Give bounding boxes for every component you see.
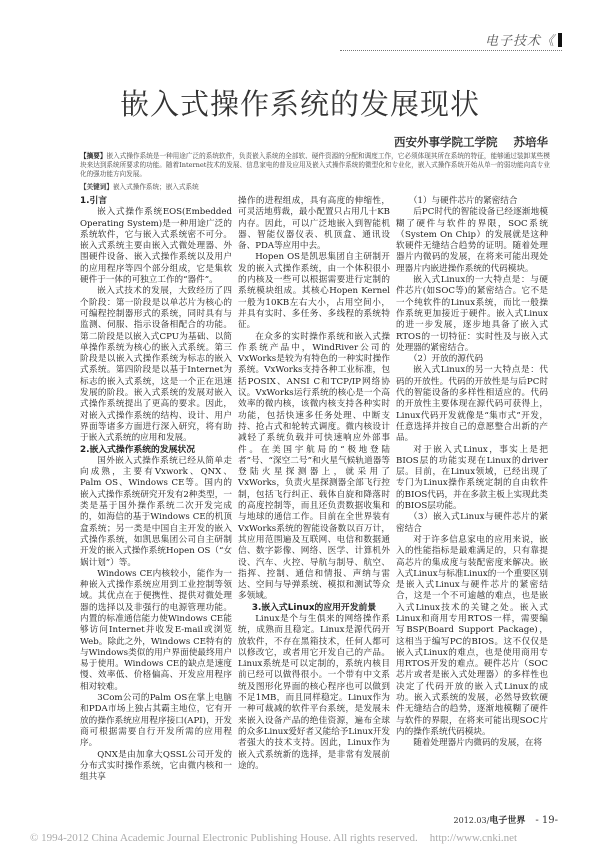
paragraph: 后PC时代的智能设备已经逐渐地模糊了硬件与软件的界限，SOC系统（System On Chip）的发展就是这种软硬件无缝结合趋势的证明。随着处理器片内微码的发展，在将来可能出现处理器片内嵌进操作系统的代码模块。: [396, 207, 548, 274]
header-bar-mark: [558, 33, 562, 47]
paragraph: Windows CE内核较小，能作为一种嵌入式操作系统应用到工业控制等领域。其优点在于便携性、提供对微处理器的选择以及非强行的电源管理功能。内置的标准通信能力使Windows CE能够访问Internet并收发E-mail或浏览Web。除此之外，Windows CE特有的与Windows类似的用户界面使最终用户易于使用。Windows CE的缺点是速度慢、效率低、价格偏高、开发应用程序相对较难。: [80, 568, 232, 692]
paragraph: 3Com公司的Palm OS在掌上电脑和PDA市场上独占其霸主地位，它有开放的操作系统应用程序接口(API)，开发商可根据需要自行开发所需的应用程序。: [80, 693, 232, 749]
paragraph: Hopen OS是凯思集团自主研制开发的嵌入式操作系统，由一个体积很小的内核及一些可以根据需要进行定制的系统模块组成。其核心Hopen Kernel一般为10KB左右大小，占用空间小，并具有实时、多任务、多线程的系统特征。: [238, 252, 390, 331]
paragraph: 在众多的实时操作系统和嵌入式操作系统产品中，WindRiver公司的VxWorks是较为有特色的一种实时操作系统。VxWorks支持各种工业标准，包括POSIX、ANSI C和TCP/IP网络协议。VxWorks运行系统的核心是一个高效率的微内核，该微内核支持各种实时功能，包括快速多任务处理、中断支持、抢占式和轮转式调度。微内核设计减轻了系统负载并可快速响应外部事件。在美国宇航局的“极地登陆者”号、“深空二号”和火星气候轨道器等登陆火星探测器上，就采用了VxWorks，负责火星探测器全部飞行控制，包括飞行纠正、载体自旋和降落时的高度控制等，而且还负责数据收集和与地球的通信工作。目前在全世界装有VxWorks系统的智能设备数以百万计，其应用范围遍及互联网、电信和数据通信、数字影像、网络、医学、计算机外设、汽车、火控、导航与制导、航空、指挥、控制、通信和情报、声纳与雷达、空间与导弹系统、模拟和测试等众多领域。: [238, 331, 390, 602]
column-left: [80, 196, 232, 783]
journal-name: 电子世界: [489, 816, 526, 826]
author-line: [394, 134, 548, 150]
paragraph: 嵌入式Linux的一大特点是：与硬件芯片(如SOC等)的紧密结合。它不是一个纯软件的Linux系统，而比一般操作系统更加接近于硬件。嵌入式Linux的进一步发展，逐步地具备了嵌入式RTOS的一切特征：实时性及与嵌入式处理器的紧密结合。: [396, 275, 548, 353]
keywords: [80, 183, 199, 192]
paragraph: 对于许多信息家电的应用来说，嵌入的性能指标是最难满足的，只有靠提高芯片的集成度与装配密度来解决。嵌入式Linux与标准Linux的一个重要区别是嵌入式Linux与硬件芯片的紧密结合，这是一个不可逾越的难点，也是嵌入式Linux技术的关键之处。嵌入式Linux和商用专用RTOS一样，需要编写BSP(Board Support Package)，这相当于编写PC的BIOS。这不仅仅是嵌入式Linux的难点，也是使用商用专用RTOS开发的难点。硬件芯片（SOC芯片或者是嵌入式处理器）的多样性也决定了代码开放的嵌入式Linux的成功。嵌入式系统的发展，必然导致软硬件无缝结合的趋势，逐渐地模糊了硬件与软件的界限，在将来可能出现SOC片内的操作系统代码模块。: [396, 534, 548, 737]
keywords-text: 嵌入式操作系统；嵌入式系统: [112, 183, 199, 191]
author-name: 苏培华: [513, 135, 548, 149]
copyright-watermark: [30, 832, 517, 845]
paragraph: 嵌入式Linux的另一大特点是：代码的开放性。代码的开放性是与后PC时代的智能设备的多样性相适应的。代码的开放性主要体现在源代码可获得上，Linux代码开发就像是“集市式”开发，任意选择并按自己的意愿整合出新的产品。: [396, 365, 548, 444]
subsection-heading: （2）开放的源代码: [408, 354, 484, 365]
affiliation: 西安外事学院工学院: [393, 135, 498, 149]
section-heading: 2.嵌入式操作系统的发展状况: [80, 444, 196, 455]
paragraph: 嵌入式技术的发展，大致经历了四个阶段：第一阶段是以单芯片为核心的可编程控制器形式的系统，同时具有与监测、伺服、指示设备相配合的功能。第二阶段是以嵌入式CPU为基础、以简单操作系统为核心的嵌入式系统。第三阶段是以嵌入式操作系统为标志的嵌入式系统。第四阶段是以基于Internet为标志的嵌入式系统，这是一个正在迅速发展的阶段。嵌入式系统的发展对嵌入式操作系统提出了更高的要求。因此，对嵌入式操作系统的结构、设计、用户界面等诸多方面进行深入研究，将有助于嵌入式系统的应用和发展。: [80, 286, 232, 444]
cnki-url: http://www.cnki.net: [429, 832, 518, 844]
paragraph: 随着处理器片内微码的发展，在将: [413, 738, 543, 749]
section-heading: 1.引言: [80, 196, 108, 206]
page-number: - 19-: [535, 815, 558, 826]
column-middle: [238, 196, 390, 772]
subsection-heading: （1）与硬件芯片的紧密结合: [408, 196, 518, 206]
page-footer: [454, 815, 558, 827]
abstract: [80, 152, 550, 179]
journal-section-label: 电子技术《: [484, 34, 555, 49]
paragraph: Linux是个与生俱来的网络操作系统，成熟而且稳定。Linux是源代码开放软件，不存在黑箱技术，任何人都可以修改它，或者用它开发自己的产品。Linux系统是可以定制的，系统内核目前已经可以做得很小。一个带有中文系统及图形化界面的核心程序也可以做到不足1MB，而且同样稳定。Linux作为一种可裁减的软件平台系统，是发展未来嵌入设备产品的绝佳资源，遍布全球的众多Linux爱好者又能给予Linux开发者强大的技术支持。因此，Linux作为嵌入式系统新的选择，是非常有发展前途的。: [238, 613, 390, 771]
issue-number: 2012.03/: [453, 816, 490, 825]
paragraph: QNX是由加拿大QSSL公司开发的分布式实时操作系统，它由微内核和一组共享: [80, 749, 232, 783]
article-title: 嵌入式操作系统的发展现状: [119, 87, 480, 121]
copyright-text: © 1994-2012 China Academic Journal Electronic Publishing House. All rights reserved.: [30, 832, 418, 844]
paragraph: 国外嵌入式操作系统已经从简单走向成熟，主要有Vxwork、QNX、Palm OS、Windows CE等。国内的嵌入式操作系统研究开发有2种类型，一类是基于国外操作系统二次开发完成的，如海信的基于Windows CE的机顶盒系统；另一类是中国自主开发的嵌入式操作系统，如凯思集团公司自主研制开发的嵌入式操作系统Hopen OS（“女娲计划”）等。: [80, 455, 232, 568]
running-header: [340, 30, 562, 51]
subsection-heading: （3）嵌入式Linux与硬件芯片的紧密结合: [396, 512, 548, 534]
section-heading: 3.嵌入式Linux的应用开发前景: [251, 602, 377, 613]
paragraph: 嵌入式操作系统EOS(Embedded Operating System)是一种用途广泛的系统软件，它与嵌入式系统密不可分。嵌入式系统主要由嵌入式微处理器、外围硬件设备、嵌入式操作系统以及用户的应用程序等四个部分组成，它是集软硬件于一体的可独立工作的“器件”。: [80, 207, 232, 286]
keywords-label: 【关键词】: [80, 183, 113, 191]
abstract-text: 嵌入式操作系统是一种用途广泛的系统软件，负责嵌入系统的全部软、硬件资源的分配和调度工作，它必须体现其所在系统的特征，能够通过装卸某些模块来达到系统所要求的功能。随着Internet技术的发展、信息家电的普及应用及嵌入式操作系统的微型化和专业化，嵌入式操作系统开始从单一的弱功能向高专业化的强功能方向发展。: [80, 152, 551, 178]
column-right: [396, 196, 548, 750]
paragraph: 操作的进程组成，具有高度的伸缩性，可灵活地剪裁，最小配置只占用几十KB内存。因此，可以广泛地嵌入到智能机器、智能仪器仪表、机顶盒、通讯设备、PDA等应用中去。: [238, 196, 390, 252]
abstract-label: 【摘要】: [80, 152, 107, 160]
paragraph: 对于嵌入式Linux，事实上是把BIOS层的功能实现在Linux的driver层。目前，在Linux领域，已经出现了专门为Linux操作系统定制的自由软件的BIOS代码，并在多款主板上实现此类的BIOS层功能。: [396, 444, 548, 512]
